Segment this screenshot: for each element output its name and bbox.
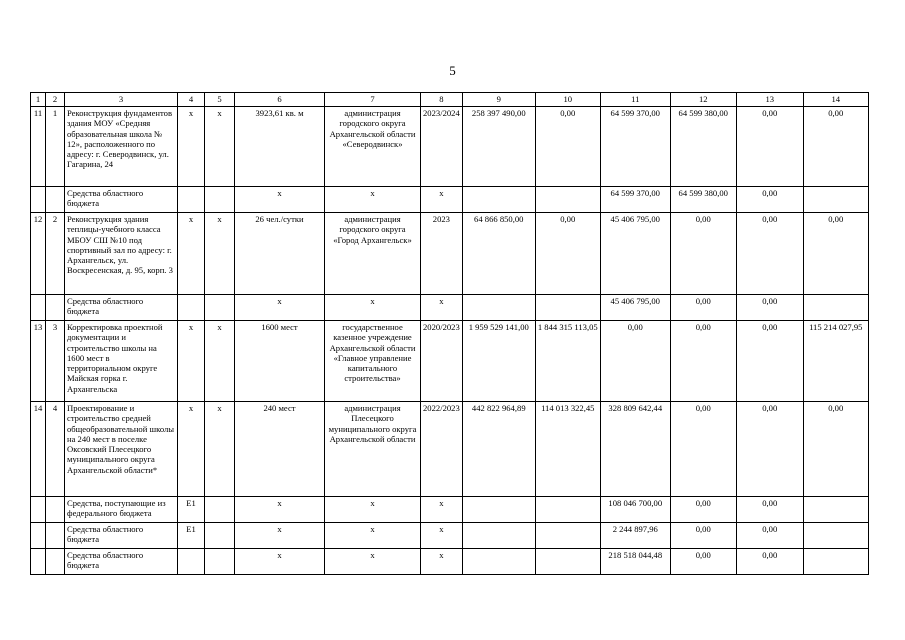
col-10-value: [535, 295, 600, 321]
row-number: 11: [31, 107, 46, 187]
customer: х: [325, 549, 421, 575]
col-14-value: [803, 523, 868, 549]
col-5-value: [205, 497, 235, 523]
table-row: [31, 321, 869, 402]
sub-number: 1: [46, 107, 65, 187]
object-name: Корректировка проектной документации и строительство школы на 1600 мест в территориальном округе Майская горка г. Архангельска: [65, 321, 178, 402]
col-4-value: х: [178, 213, 205, 295]
column-header: 6: [235, 93, 325, 107]
col-11-value: 108 046 700,00: [600, 497, 670, 523]
capacity: х: [235, 549, 325, 575]
col-14-value: 0,00: [803, 402, 868, 497]
total-cost: [462, 549, 535, 575]
sub-number: [46, 523, 65, 549]
capacity: 3923,61 кв. м: [235, 107, 325, 187]
col-10-value: 1 844 315 113,05: [535, 321, 600, 402]
object-name: Средства, поступающие из федерального бюджета: [65, 497, 178, 523]
col-10-value: 0,00: [535, 107, 600, 187]
capacity: х: [235, 187, 325, 213]
col-4-value: х: [178, 107, 205, 187]
col-12-value: 0,00: [670, 549, 736, 575]
total-cost: [462, 497, 535, 523]
object-name: Проектирование и строительство средней общеобразовательной школы на 240 мест в поселке Оксовский Плесецкого муниципального округа Архангельской области*: [65, 402, 178, 497]
col-14-value: [803, 549, 868, 575]
col-12-value: 0,00: [670, 402, 736, 497]
column-header: 7: [325, 93, 421, 107]
col-13-value: 0,00: [736, 497, 803, 523]
header-row: [31, 93, 869, 107]
col-12-value: 64 599 380,00: [670, 187, 736, 213]
col-10-value: [535, 187, 600, 213]
period: 2023/2024: [421, 107, 463, 187]
total-cost: 1 959 529 141,00: [462, 321, 535, 402]
col-12-value: 64 599 380,00: [670, 107, 736, 187]
column-header: 10: [535, 93, 600, 107]
customer: х: [325, 187, 421, 213]
col-14-value: 0,00: [803, 213, 868, 295]
table-row: [31, 523, 869, 549]
column-header: 2: [46, 93, 65, 107]
customer: администрация городского округа Архангельской области «Северодвинск»: [325, 107, 421, 187]
column-header: 8: [421, 93, 463, 107]
col-13-value: 0,00: [736, 402, 803, 497]
col-11-value: 0,00: [600, 321, 670, 402]
row-number: [31, 497, 46, 523]
row-number: [31, 295, 46, 321]
period: х: [421, 497, 463, 523]
table-row: [31, 187, 869, 213]
column-header: 13: [736, 93, 803, 107]
data-table: [30, 92, 869, 575]
capacity: х: [235, 497, 325, 523]
object-name: Реконструкция фундаментов здания МОУ «Средняя образовательная школа № 12», расположенного по адресу: г. Северодвинск, ул. Гагарина, 24: [65, 107, 178, 187]
total-cost: [462, 295, 535, 321]
sub-number: 4: [46, 402, 65, 497]
period: 2023: [421, 213, 463, 295]
period: х: [421, 549, 463, 575]
col-5-value: [205, 187, 235, 213]
col-12-value: 0,00: [670, 321, 736, 402]
col-13-value: 0,00: [736, 321, 803, 402]
customer: х: [325, 523, 421, 549]
col-13-value: 0,00: [736, 549, 803, 575]
table-row: [31, 549, 869, 575]
col-5-value: [205, 295, 235, 321]
customer: х: [325, 497, 421, 523]
table-row: [31, 213, 869, 295]
column-header: 3: [65, 93, 178, 107]
col-10-value: [535, 549, 600, 575]
sub-number: [46, 549, 65, 575]
col-13-value: 0,00: [736, 523, 803, 549]
col-4-value: [178, 295, 205, 321]
col-4-value: х: [178, 402, 205, 497]
col-14-value: 115 214 027,95: [803, 321, 868, 402]
col-12-value: 0,00: [670, 523, 736, 549]
row-number: 12: [31, 213, 46, 295]
col-5-value: х: [205, 107, 235, 187]
column-header: 4: [178, 93, 205, 107]
object-name: Средства областного бюджета: [65, 295, 178, 321]
customer: администрация городского округа «Город Архангельск»: [325, 213, 421, 295]
col-4-value: [178, 187, 205, 213]
col-5-value: х: [205, 321, 235, 402]
column-header: 9: [462, 93, 535, 107]
period: х: [421, 295, 463, 321]
col-5-value: [205, 549, 235, 575]
sub-number: [46, 497, 65, 523]
capacity: 1600 мест: [235, 321, 325, 402]
col-12-value: 0,00: [670, 497, 736, 523]
column-header: 11: [600, 93, 670, 107]
row-number: 13: [31, 321, 46, 402]
col-13-value: 0,00: [736, 187, 803, 213]
sub-number: 3: [46, 321, 65, 402]
period: 2020/2023: [421, 321, 463, 402]
object-name: Средства областного бюджета: [65, 549, 178, 575]
capacity: 26 чел./сутки: [235, 213, 325, 295]
col-12-value: 0,00: [670, 295, 736, 321]
total-cost: [462, 523, 535, 549]
total-cost: 258 397 490,00: [462, 107, 535, 187]
col-5-value: х: [205, 402, 235, 497]
col-10-value: 114 013 322,45: [535, 402, 600, 497]
customer: администрация Плесецкого муниципального округа Архангельской области: [325, 402, 421, 497]
capacity: 240 мест: [235, 402, 325, 497]
object-name: Средства областного бюджета: [65, 187, 178, 213]
table-row: [31, 295, 869, 321]
object-name: Реконструкция здания теплицы-учебного класса МБОУ СШ №10 под спортивный зал по адресу: г. Архангельск, ул. Воскресенская, д. 95, корп. 3: [65, 213, 178, 295]
total-cost: [462, 187, 535, 213]
table-row: [31, 497, 869, 523]
col-14-value: [803, 187, 868, 213]
sub-number: [46, 295, 65, 321]
col-4-value: х: [178, 321, 205, 402]
col-4-value: Е1: [178, 523, 205, 549]
table-row: [31, 107, 869, 187]
col-11-value: 328 809 642,44: [600, 402, 670, 497]
col-11-value: 45 406 795,00: [600, 213, 670, 295]
col-13-value: 0,00: [736, 213, 803, 295]
col-12-value: 0,00: [670, 213, 736, 295]
sub-number: 2: [46, 213, 65, 295]
col-11-value: 64 599 370,00: [600, 107, 670, 187]
total-cost: 442 822 964,89: [462, 402, 535, 497]
col-5-value: х: [205, 213, 235, 295]
col-14-value: 0,00: [803, 107, 868, 187]
col-14-value: [803, 295, 868, 321]
period: х: [421, 187, 463, 213]
column-header: 1: [31, 93, 46, 107]
col-10-value: [535, 497, 600, 523]
column-header: 14: [803, 93, 868, 107]
col-13-value: 0,00: [736, 295, 803, 321]
object-name: Средства областного бюджета: [65, 523, 178, 549]
col-4-value: [178, 549, 205, 575]
row-number: [31, 523, 46, 549]
period: 2022/2023: [421, 402, 463, 497]
sub-number: [46, 187, 65, 213]
total-cost: 64 866 850,00: [462, 213, 535, 295]
column-header: 5: [205, 93, 235, 107]
col-14-value: [803, 497, 868, 523]
table-row: [31, 402, 869, 497]
col-11-value: 45 406 795,00: [600, 295, 670, 321]
col-10-value: 0,00: [535, 213, 600, 295]
col-11-value: 64 599 370,00: [600, 187, 670, 213]
col-4-value: Е1: [178, 497, 205, 523]
period: х: [421, 523, 463, 549]
row-number: [31, 187, 46, 213]
col-5-value: [205, 523, 235, 549]
row-number: [31, 549, 46, 575]
col-11-value: 218 518 044,48: [600, 549, 670, 575]
capacity: х: [235, 523, 325, 549]
page-number: 5: [449, 63, 456, 78]
column-header: 12: [670, 93, 736, 107]
col-11-value: 2 244 897,96: [600, 523, 670, 549]
customer: х: [325, 295, 421, 321]
row-number: 14: [31, 402, 46, 497]
col-10-value: [535, 523, 600, 549]
capacity: х: [235, 295, 325, 321]
customer: государственное казенное учреждение Архангельской области «Главное управление капитального строительства»: [325, 321, 421, 402]
col-13-value: 0,00: [736, 107, 803, 187]
